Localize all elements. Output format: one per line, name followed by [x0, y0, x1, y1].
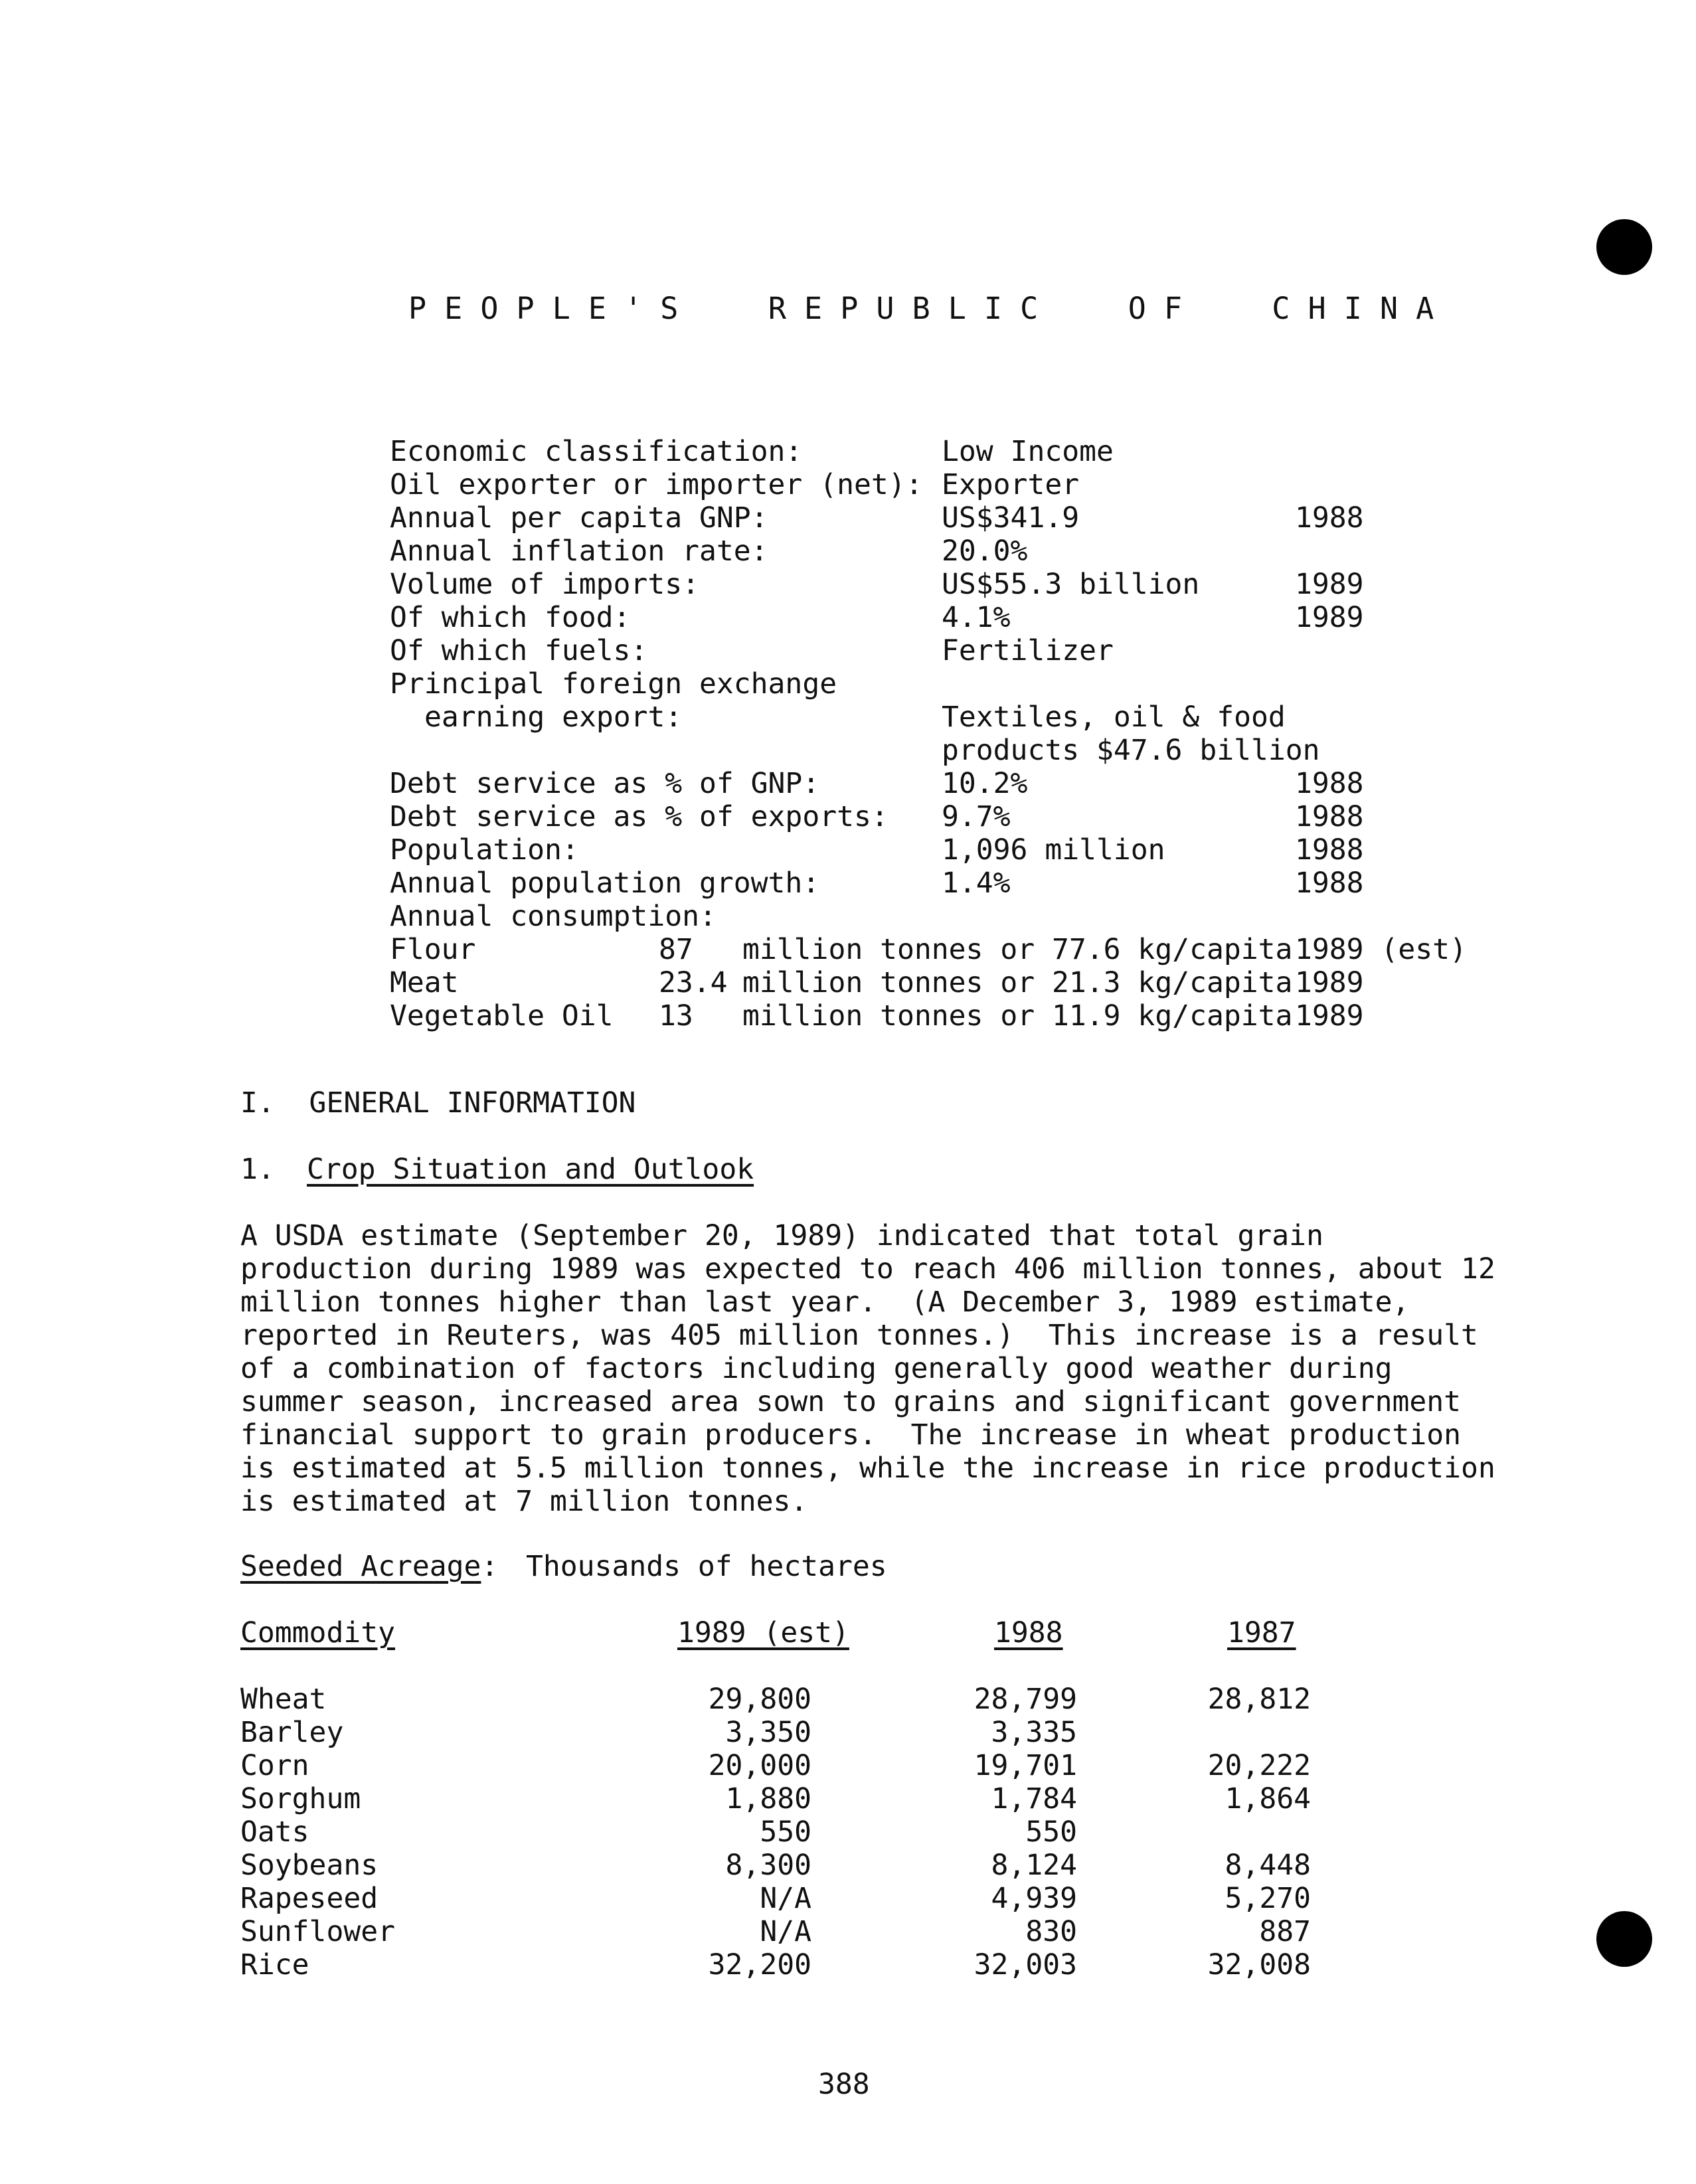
profile-value: 10.2%	[942, 767, 1028, 800]
profile-value: 1,096 million	[942, 833, 1165, 867]
profile-value: US$55.3 billion	[942, 568, 1200, 601]
binder-hole-bottom	[1596, 1911, 1652, 1967]
subsection-number: 1.	[240, 1153, 275, 1186]
consumption-year: 1989	[1295, 966, 1364, 999]
profile-value: 9.7%	[942, 800, 1011, 833]
binder-hole-top	[1596, 219, 1652, 275]
consumption-year: 1989 (est)	[1295, 933, 1467, 966]
consumption-unit: million tonnes or 21.3 kg/capita	[742, 966, 1293, 999]
consumption-qty: 23.4	[659, 966, 728, 999]
consumption-unit: million tonnes or 11.9 kg/capita	[742, 999, 1293, 1033]
table-header: Commodity	[240, 1616, 395, 1649]
page-number: 388	[818, 2068, 870, 2101]
table-cell-value: 4,939	[991, 1882, 1077, 1915]
table-cell-value: 830	[1025, 1915, 1077, 1948]
table-cell-value: 1,864	[1225, 1782, 1311, 1815]
consumption-qty: 87	[659, 933, 693, 966]
table-cell-value: N/A	[760, 1915, 811, 1948]
profile-value: products $47.6 billion	[942, 734, 1320, 767]
profile-year: 1989	[1295, 601, 1364, 634]
table-cell-commodity: Wheat	[240, 1683, 327, 1716]
table-cell-commodity: Rice	[240, 1948, 309, 1981]
table-cell-commodity: Oats	[240, 1815, 309, 1849]
subsection-title: Crop Situation and Outlook	[307, 1153, 754, 1186]
profile-year: 1989	[1295, 568, 1364, 601]
page-title: P E O P L E ' S R E P U B L I C O F C H I N A	[408, 291, 1434, 326]
table-header: 1987	[1227, 1616, 1296, 1649]
profile-label: Annual consumption:	[390, 900, 717, 933]
table-cell-value: 19,701	[974, 1749, 1077, 1782]
profile-value: 20.0%	[942, 535, 1028, 568]
profile-value: 1.4%	[942, 867, 1011, 900]
table-cell-value: 8,448	[1225, 1849, 1311, 1882]
profile-label: Of which food:	[390, 601, 631, 634]
profile-label: Annual inflation rate:	[390, 535, 768, 568]
paragraph-line: A USDA estimate (September 20, 1989) indicated that total grain	[240, 1219, 1323, 1252]
profile-value: 4.1%	[942, 601, 1011, 634]
table-header: 1989 (est)	[677, 1616, 849, 1649]
profile-year: 1988	[1295, 867, 1364, 900]
paragraph-line: is estimated at 5.5 million tonnes, while the increase in rice production	[240, 1452, 1495, 1485]
consumption-unit: million tonnes or 77.6 kg/capita	[742, 933, 1293, 966]
table-header: 1988	[994, 1616, 1063, 1649]
consumption-item: Vegetable Oil	[390, 999, 614, 1033]
profile-value: Exporter	[942, 468, 1080, 501]
consumption-year: 1989	[1295, 999, 1364, 1033]
profile-value: Low Income	[942, 435, 1114, 468]
profile-label: Volume of imports:	[390, 568, 699, 601]
paragraph-line: is estimated at 7 million tonnes.	[240, 1485, 808, 1518]
profile-label: Annual population growth:	[390, 867, 820, 900]
table-cell-value: 1,880	[725, 1782, 811, 1815]
acreage-units: Thousands of hectares	[526, 1550, 887, 1583]
profile-value: Textiles, oil & food	[942, 701, 1286, 734]
profile-label: Annual per capita GNP:	[390, 501, 768, 535]
table-cell-value: 3,350	[725, 1716, 811, 1749]
table-cell-commodity: Soybeans	[240, 1849, 379, 1882]
table-cell-commodity: Sorghum	[240, 1782, 361, 1815]
table-cell-commodity: Corn	[240, 1749, 309, 1782]
table-cell-value: 32,008	[1207, 1948, 1311, 1981]
table-cell-value: 550	[760, 1815, 811, 1849]
table-cell-value: 887	[1259, 1915, 1311, 1948]
consumption-item: Flour	[390, 933, 476, 966]
paragraph-line: million tonnes higher than last year. (A December 3, 1989 estimate,	[240, 1286, 1410, 1319]
table-cell-value: 32,003	[974, 1948, 1077, 1981]
profile-year: 1988	[1295, 800, 1364, 833]
paragraph-line: reported in Reuters, was 405 million tonnes.) This increase is a result	[240, 1319, 1478, 1352]
consumption-item: Meat	[390, 966, 459, 999]
table-cell-value: 29,800	[708, 1683, 811, 1716]
table-cell-value: 8,300	[725, 1849, 811, 1882]
paragraph-line: of a combination of factors including generally good weather during	[240, 1352, 1393, 1385]
table-cell-value: 3,335	[991, 1716, 1077, 1749]
table-cell-value: 20,000	[708, 1749, 811, 1782]
table-cell-value: 1,784	[991, 1782, 1077, 1815]
consumption-qty: 13	[659, 999, 693, 1033]
paragraph-line: summer season, increased area sown to grains and significant government	[240, 1385, 1462, 1418]
table-cell-value: 550	[1025, 1815, 1077, 1849]
table-cell-value: 32,200	[708, 1948, 811, 1981]
profile-label: Debt service as % of GNP:	[390, 767, 820, 800]
paragraph-line: financial support to grain producers. The increase in wheat production	[240, 1418, 1462, 1452]
paragraph-line: production during 1989 was expected to reach 406 million tonnes, about 12	[240, 1252, 1495, 1286]
profile-label: Of which fuels:	[390, 634, 648, 667]
section-heading: I. GENERAL INFORMATION	[240, 1086, 636, 1120]
profile-label: Population:	[390, 833, 579, 867]
acreage-caption	[240, 1550, 498, 1583]
profile-label: Principal foreign exchange	[390, 667, 837, 701]
profile-year: 1988	[1295, 833, 1364, 867]
table-cell-value: N/A	[760, 1882, 811, 1915]
profile-year: 1988	[1295, 501, 1364, 535]
profile-label: earning export:	[424, 701, 683, 734]
table-cell-value: 5,270	[1225, 1882, 1311, 1915]
table-cell-commodity: Barley	[240, 1716, 344, 1749]
profile-year: 1988	[1295, 767, 1364, 800]
profile-label: Debt service as % of exports:	[390, 800, 889, 833]
table-cell-value: 20,222	[1207, 1749, 1311, 1782]
profile-value: Fertilizer	[942, 634, 1114, 667]
table-cell-commodity: Sunflower	[240, 1915, 395, 1948]
table-cell-value: 28,799	[974, 1683, 1077, 1716]
table-cell-value: 8,124	[991, 1849, 1077, 1882]
table-cell-value: 28,812	[1207, 1683, 1311, 1716]
table-cell-commodity: Rapeseed	[240, 1882, 379, 1915]
acreage-label: Seeded Acreage	[240, 1550, 481, 1583]
profile-label: Economic classification:	[390, 435, 803, 468]
profile-label: Oil exporter or importer (net):	[390, 468, 923, 501]
profile-value: US$341.9	[942, 501, 1080, 535]
acreage-colon: :	[481, 1550, 499, 1583]
